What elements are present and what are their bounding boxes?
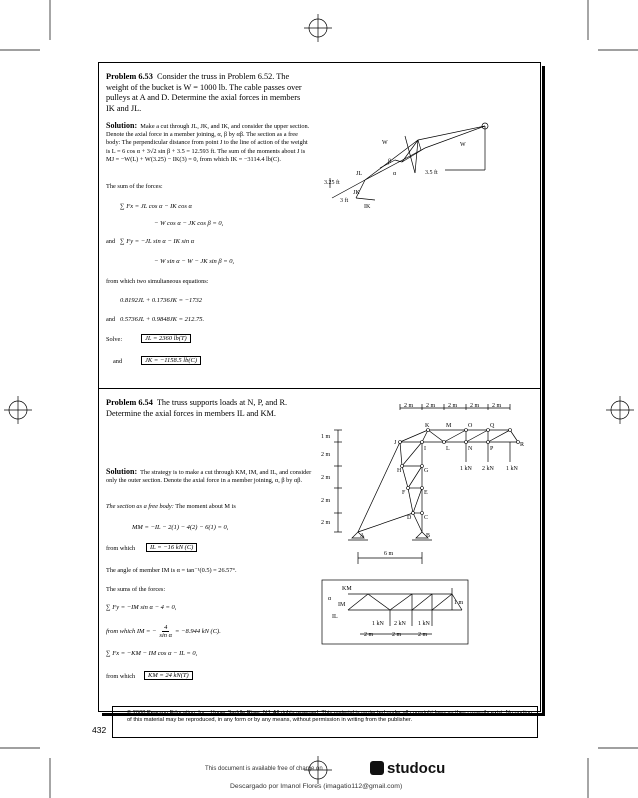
fig653-alpha: α: [393, 171, 397, 177]
sums-label: The sums of the forces:: [106, 586, 166, 593]
fb-im: IM: [338, 602, 346, 608]
fig654-J: J: [394, 440, 397, 446]
fig654-load3: 1 kN: [506, 466, 518, 472]
fig654-D: D: [407, 515, 412, 521]
solution-label: Solution:: [106, 121, 138, 130]
equation-fy-cont: − W sin α − W − JK sin β = 0,: [154, 258, 235, 265]
problem-654-label: Problem 6.54: [106, 398, 153, 407]
problem-653-statement: Consider the truss in Problem 6.52. The weight of the bucket is W = 1000 lb. The cable passes over pulleys at A and D. Determine the axial forces in members IK and JL.: [106, 72, 302, 113]
brand-logo[interactable]: [370, 760, 445, 777]
fig654-O: O: [468, 423, 473, 429]
fig654-E: E: [424, 490, 428, 496]
fig654-d1: 2 m: [404, 403, 414, 409]
fig654-K: K: [425, 423, 430, 429]
eq-im-suffix: = −8.944 kN (C).: [175, 628, 221, 635]
equation-fx: ∑ Fx = JL cos α − IK cos α: [120, 203, 192, 210]
fig654-load2: 2 kN: [482, 466, 494, 472]
fb-d2: 2 m: [392, 632, 402, 638]
solution-label-654: Solution:: [106, 467, 138, 476]
fig653-beta: β: [388, 159, 392, 165]
and-label-3: and: [113, 358, 123, 365]
copyright-text: © 2008 Pearson Education, Inc., Upper Saddle River, NJ. All rights reserved. This material is protected under all copyright laws as they currently exist. No portion of this material may be reproduced, in any form or by any means, without permission in writing from the publisher.: [127, 710, 532, 723]
free-body-label: [106, 503, 236, 511]
equation-im: [106, 624, 221, 639]
problem-654-solution: [106, 468, 316, 485]
equation-simul-2: 0.5736JL + 0.9848JK = 212.75.: [120, 316, 205, 323]
figure-653-truss: [320, 118, 492, 213]
equation-simul-1: 0.8192JL + 0.1736JK = −1732: [120, 297, 203, 304]
solve-label: Solve:: [106, 336, 123, 343]
fig654-load1: 1 kN: [460, 466, 472, 472]
angle-text: The angle of member IM is α = tan⁻¹(0.5) = 26.57°.: [106, 567, 237, 574]
answer-jk: JK = −1158.5 lb(C): [141, 356, 201, 365]
fig654-L: L: [446, 446, 450, 452]
figure-654-truss: [318, 400, 533, 570]
fb-d3: 2 m: [418, 632, 428, 638]
equation-fy-654: ∑ Fy = −IM sin α − 4 = 0,: [106, 604, 177, 611]
page-number: 432: [92, 725, 107, 735]
fig653-35ft: 3.5 ft: [425, 170, 438, 176]
equation-fy: ∑ Fy = −JL sin α − IK sin α: [120, 238, 195, 245]
equation-fx-654: ∑ Fx = −KM − IM cos α − IL = 0,: [106, 650, 198, 657]
fig654-R: R: [520, 442, 525, 448]
free-body-italic: The section as a free body:: [106, 503, 174, 510]
fig654-G: G: [424, 468, 429, 474]
fig654-P: P: [490, 446, 494, 452]
fig654-d5: 2 m: [492, 403, 502, 409]
sum-forces-label: The sum of the forces:: [106, 183, 163, 190]
problem-654-statement: The truss supports loads at N, P, and R. Determine the axial forces in members IL and KM.: [106, 398, 288, 418]
fig654-Q: Q: [490, 423, 495, 429]
equation-mm: MM = −IL − 2(1) − 4(2) − 6(1) = 0,: [132, 524, 229, 531]
fig654-A: A: [360, 533, 365, 539]
from-which-1: from which: [106, 545, 136, 552]
fig654-h1: 1 m: [321, 434, 331, 440]
fig654-base: 6 m: [384, 551, 394, 557]
equation-fx-cont: − W cos α − JK cos β = 0,: [154, 220, 224, 227]
and-label: and: [106, 238, 116, 245]
fig654-H: H: [397, 468, 402, 474]
from-which-2: from which: [106, 673, 136, 680]
figure-654-free-body: [320, 578, 470, 648]
fig654-F: F: [402, 490, 406, 496]
simultaneous-label: from which two simultaneous equations:: [106, 278, 209, 285]
fb-1m: 1 m: [454, 600, 464, 606]
fig654-h3: 2 m: [321, 475, 331, 481]
fig653-w2: W: [460, 142, 466, 148]
fig653-w1: W: [382, 140, 388, 146]
fb-il: IL: [332, 614, 338, 620]
fig653-jl: JL: [356, 171, 362, 177]
problem-653-solution: [106, 122, 310, 164]
studocu-icon: [370, 761, 384, 775]
moment-text: The moment about M is: [175, 503, 236, 510]
answer-km: KM = 24 kN(T): [144, 671, 193, 680]
eq-im-numerator: 4: [164, 624, 168, 631]
problem-divider: [98, 388, 541, 389]
fig654-N: N: [468, 446, 473, 452]
fig654-h5: 2 m: [321, 520, 331, 526]
fig654-h2: 2 m: [321, 452, 331, 458]
fb-alpha: α: [328, 596, 332, 602]
fb-load2: 2 kN: [394, 621, 406, 627]
answer-il: IL = −16 kN (C): [146, 543, 197, 552]
fig654-h4: 2 m: [321, 498, 331, 504]
solution-text-654: The strategy is to make a cut through KM, IM, and IL, and consider only the outer section. Denote the axial force in a member joining, α, β by αβ.: [106, 469, 312, 485]
fb-km: KM: [342, 586, 352, 592]
eq-im-denominator: sin α: [159, 632, 173, 639]
problem-654-title: [106, 398, 316, 419]
copyright-notice: [112, 706, 538, 738]
fig653-3ft: 3 ft: [340, 198, 349, 204]
footer-download: Descargado por Imanol Flores (imagatio112@gmail.com): [230, 783, 403, 790]
eq-im-prefix: from which IM = −: [106, 628, 157, 635]
fb-d1: 2 m: [364, 632, 374, 638]
fig654-C: C: [424, 515, 429, 521]
fig654-d3: 2 m: [448, 403, 458, 409]
fig653-ik: IK: [364, 204, 371, 210]
answer-jl: JL = 2360 lb(T): [141, 334, 191, 343]
fig653-jk: JK: [353, 190, 360, 196]
fig654-d2: 2 m: [426, 403, 436, 409]
fig654-d4: 2 m: [470, 403, 480, 409]
problem-653-title: [106, 72, 310, 114]
eq-im-fraction: [159, 624, 172, 639]
fig654-B: B: [426, 533, 431, 539]
fig654-M: M: [446, 423, 452, 429]
brand-name: studocu: [387, 760, 446, 777]
fb-load3: 1 kN: [418, 621, 430, 627]
fb-load1: 1 kN: [372, 621, 384, 627]
footer-available: This document is available free of charge on: [205, 766, 323, 772]
problem-653-label: Problem 6.53: [106, 72, 153, 81]
fig653-325ft: 3.25 ft: [324, 180, 340, 186]
solution-text: Make a cut through JL, JK, and IK, and consider the upper section. Denote the axial force in a member joining, α, β by αβ. The section as a free body: The perpendicular distance from point J to the line of action of the weight is L = 6 cos α + 3√2 sin β + 3.5 = 12.593 ft. The sum of the moments about J is MJ = −W(L) + W(3.25) − IK(3) = 0, from which IK = −3114.4 lb(C).: [106, 123, 310, 163]
and-label-2: and: [106, 316, 116, 323]
fig654-I: I: [424, 446, 426, 452]
